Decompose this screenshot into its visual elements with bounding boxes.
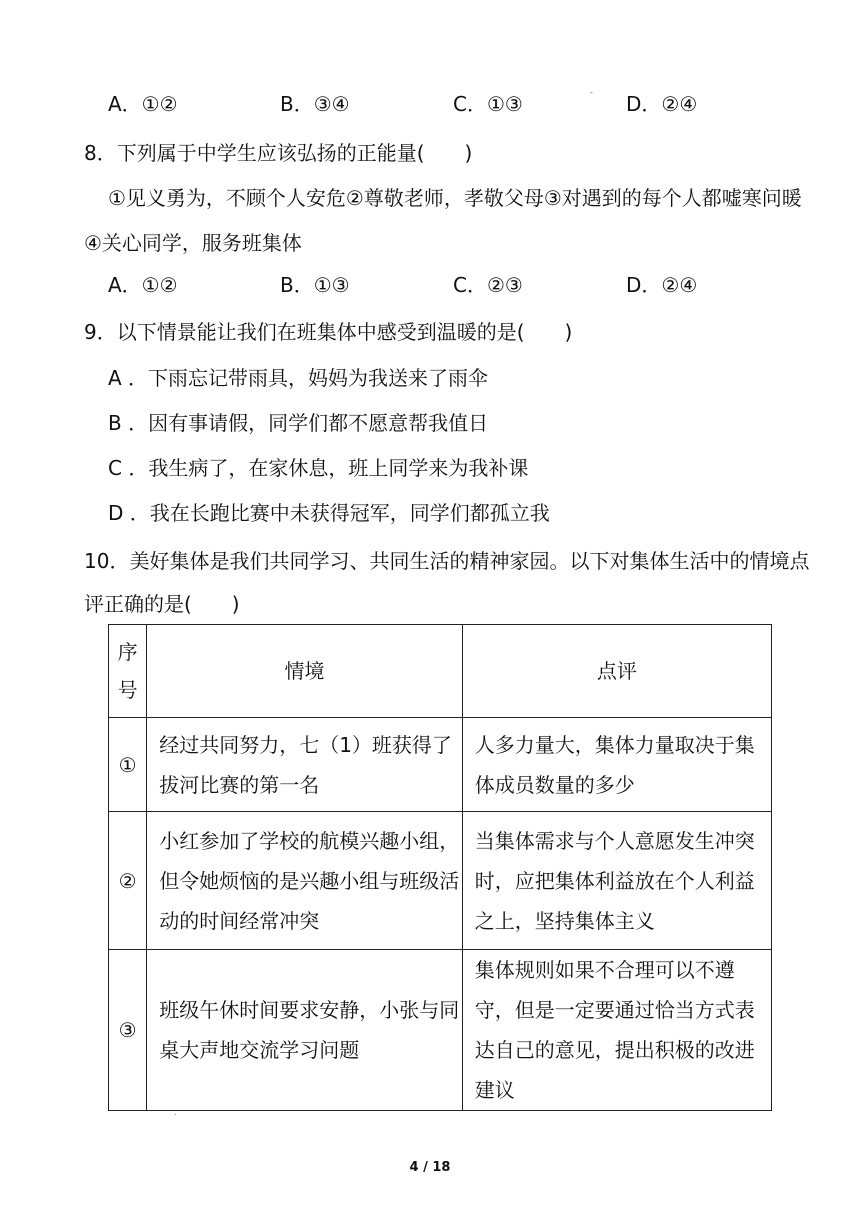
q7-option-a: A．①②: [108, 92, 178, 116]
q7-option-d: D．②④: [626, 92, 698, 116]
q9-option-a: A ．下雨忘记带雨具，妈妈为我送来了雨伞: [108, 366, 489, 390]
q8-option-c: C．②③: [453, 273, 523, 297]
table-header-row: [109, 625, 772, 718]
row-number: ①: [109, 718, 147, 812]
speck: -: [590, 88, 593, 97]
q8-items-line2: ④关心同学，服务班集体: [84, 231, 302, 255]
header-number: 序号: [109, 625, 147, 718]
q7-option-b: B．③④: [280, 92, 350, 116]
q8-option-a: A．①②: [108, 273, 178, 297]
row-number: ②: [109, 812, 147, 950]
speck: .: [174, 1108, 177, 1117]
row-scene: 班级午休时间要求安静，小张与同桌大声地交流学习问题: [147, 950, 463, 1111]
q9-option-c: C ．我生病了，在家休息，班上同学来为我补课: [108, 456, 529, 480]
q9-stem: 9．以下情景能让我们在班集体中感受到温暖的是( ): [84, 320, 573, 344]
q9-option-d: D ．我在长跑比赛中未获得冠军，同学们都孤立我: [108, 501, 550, 525]
row-comment: 当集体需求与个人意愿发生冲突时，应把集体利益放在个人利益之上，坚持集体主义: [462, 812, 771, 950]
q9-option-b: B ．因有事请假，同学们都不愿意帮我值日: [108, 411, 489, 435]
q8-option-d: D．②④: [626, 273, 698, 297]
q7-option-c: C．①③: [453, 92, 523, 116]
scenario-table: [108, 624, 772, 1111]
page-number: 4 / 18: [409, 1160, 451, 1175]
row-comment: 集体规则如果不合理可以不遵守，但是一定要通过恰当方式表达自己的意见，提出积极的改进建议: [462, 950, 771, 1111]
row-scene: 小红参加了学校的航模兴趣小组，但令她烦恼的是兴趣小组与班级活动的时间经常冲突: [147, 812, 463, 950]
table-row: [109, 950, 772, 1111]
row-number: ③: [109, 950, 147, 1111]
row-scene: 经过共同努力，七（1）班获得了拔河比赛的第一名: [147, 718, 463, 812]
row-comment: 人多力量大，集体力量取决于集体成员数量的多少: [462, 718, 771, 812]
q10-stem-line1: 10．美好集体是我们共同学习、共同生活的精神家园。以下对集体生活中的情境点: [84, 549, 810, 573]
q8-items-line1: ①见义勇为，不顾个人安危②尊敬老师，孝敬父母③对遇到的每个人都嘘寒问暖: [108, 186, 802, 210]
q8-option-b: B．①③: [280, 273, 350, 297]
header-comment: 点评: [462, 625, 771, 718]
table-row: [109, 812, 772, 950]
table-row: [109, 718, 772, 812]
header-scene: 情境: [147, 625, 463, 718]
q10-stem-line2: 评正确的是( ): [84, 592, 240, 616]
q8-stem: 8．下列属于中学生应该弘扬的正能量( ): [84, 141, 473, 165]
